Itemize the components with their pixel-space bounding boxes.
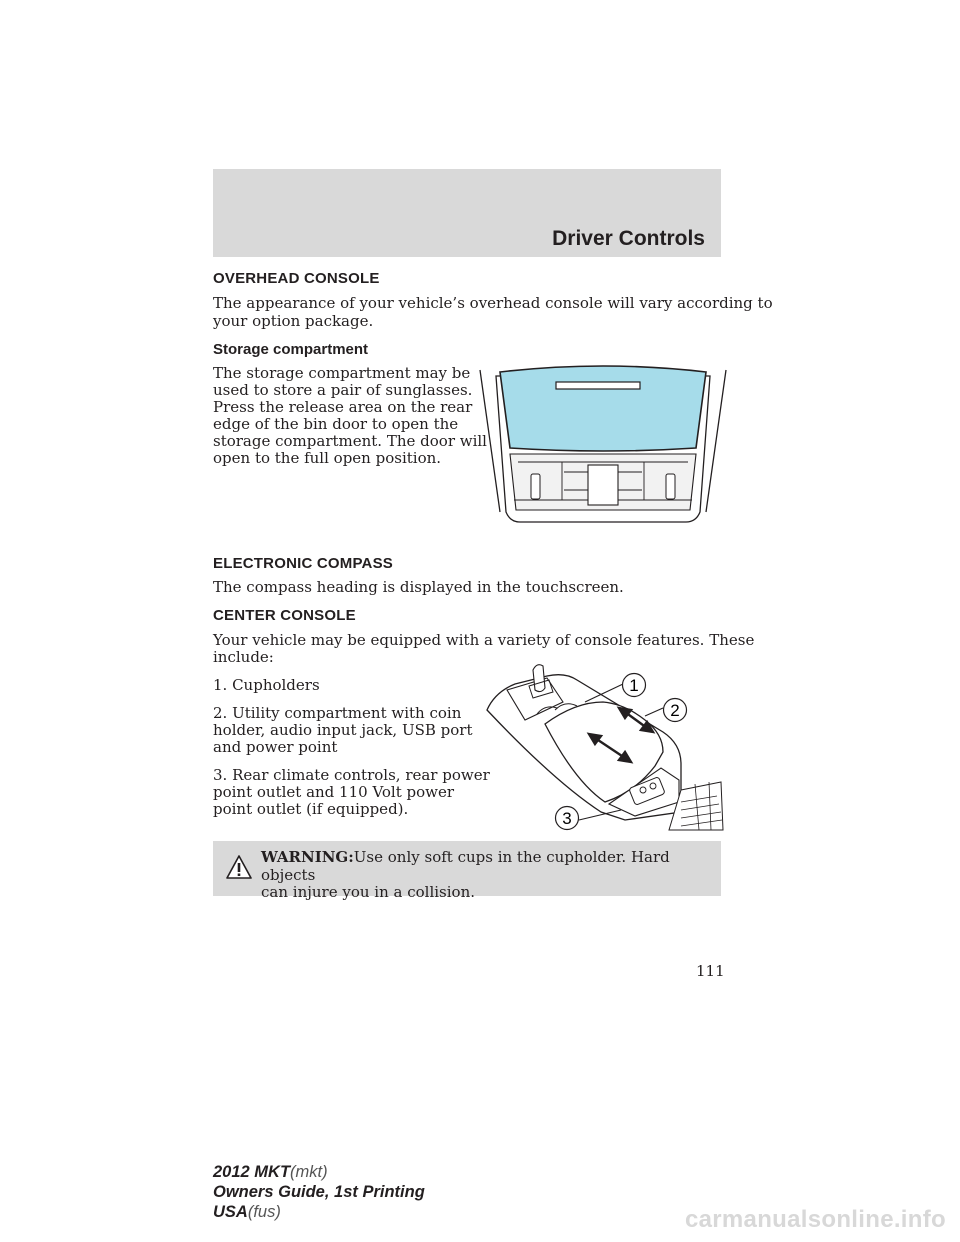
center-console-illustration [485, 662, 725, 834]
feature-item-rear-climate-line: point outlet and 110 Volt power [213, 783, 455, 801]
watermark-link[interactable]: carmanualsonline.info [684, 1206, 946, 1233]
storage-body-line: Press the release area on the rear [213, 398, 473, 416]
footer-model: 2012 MKT [213, 1163, 291, 1181]
storage-body-line: edge of the bin door to open the [213, 415, 459, 433]
section-title: Driver Controls [552, 227, 705, 250]
warning-text [261, 849, 711, 902]
callout-label-1: 1 [629, 676, 639, 695]
feature-item-utility-line: and power point [213, 738, 338, 756]
print-footer [213, 1162, 425, 1222]
warning-box [213, 841, 721, 901]
footer-model-code: (mkt) [290, 1163, 328, 1181]
storage-body-line: open to the full open position. [213, 449, 442, 467]
footer-region: USA [213, 1203, 248, 1221]
footer-region-code: (fus) [247, 1203, 281, 1221]
warning-line-1: Use only soft cups in the cupholder. Hard objects [261, 848, 670, 884]
warning-triangle-icon [226, 855, 252, 879]
center-intro-line-2: include: [213, 648, 274, 666]
center-console-heading: CENTER CONSOLE [213, 607, 356, 624]
callout-label-2: 2 [670, 701, 680, 720]
overhead-console-illustration [478, 362, 728, 527]
center-intro-line-1: Your vehicle may be equipped with a variety of console features. These [213, 631, 755, 649]
feature-item-utility-line: holder, audio input jack, USB port [213, 721, 473, 739]
storage-body-line: storage compartment. The door will [213, 432, 487, 450]
section-header-bar [213, 169, 721, 257]
page-number: 111 [696, 962, 725, 980]
overhead-intro-line-1: The appearance of your vehicle’s overhead console will vary according to [213, 294, 773, 312]
storage-body-line: The storage compartment may be [213, 364, 471, 382]
feature-item-rear-climate-line: 3. Rear climate controls, rear power [213, 766, 490, 784]
feature-item-cupholders: 1. Cupholders [213, 676, 320, 694]
feature-item-rear-climate-line: point outlet (if equipped). [213, 800, 409, 818]
storage-body-line: used to store a pair of sunglasses. [213, 381, 473, 399]
compass-body: The compass heading is displayed in the touchscreen. [213, 578, 624, 596]
warning-line-2: can injure you in a collision. [261, 883, 476, 901]
callout-label-3: 3 [562, 809, 572, 828]
storage-compartment-heading: Storage compartment [213, 341, 369, 358]
footer-guide: Owners Guide, 1st Printing [213, 1183, 425, 1201]
overhead-console-heading: OVERHEAD CONSOLE [213, 270, 380, 287]
warning-label: WARNING: [261, 848, 354, 866]
electronic-compass-heading: ELECTRONIC COMPASS [213, 555, 393, 572]
overhead-intro-line-2: your option package. [213, 312, 374, 330]
feature-item-utility-line: 2. Utility compartment with coin [213, 704, 462, 722]
